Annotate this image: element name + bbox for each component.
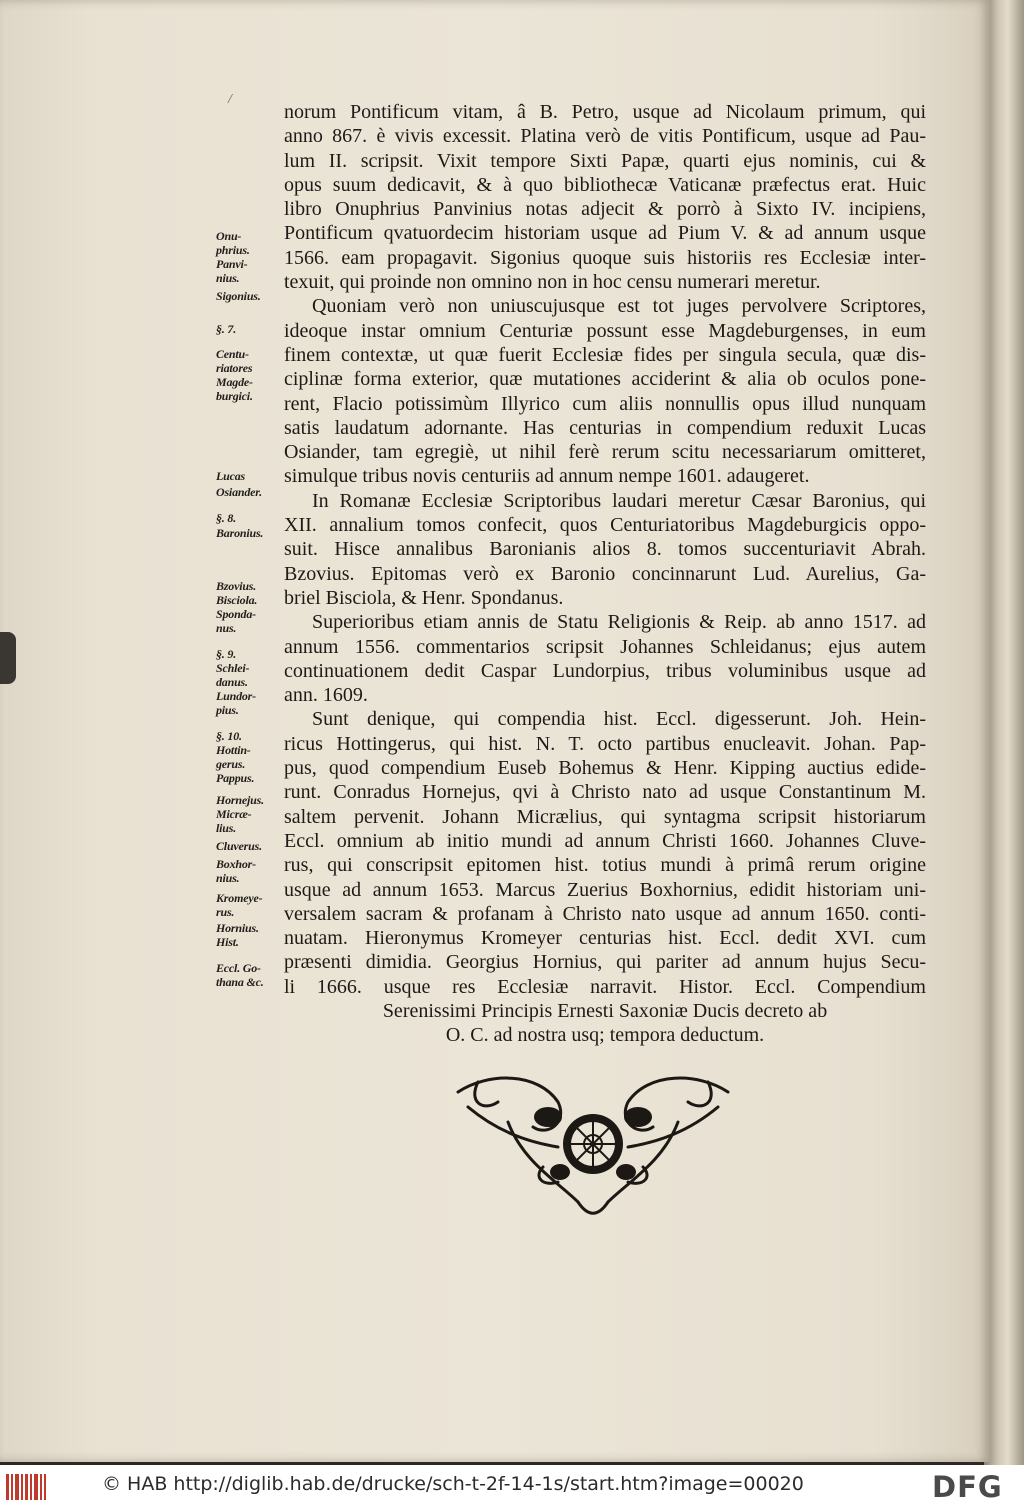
page-clip xyxy=(0,632,16,684)
text-line: versalem sacram & profanam à Christo nato usque ad annum 1650. conti- xyxy=(284,902,926,925)
text-line: Bzovius. Epitomas verò ex Baronio concinnarunt Lud. Aurelius, Ga- xyxy=(284,562,926,585)
margin-note: Osiander. xyxy=(216,485,262,499)
text-line: Superioribus etiam annis de Statu Religionis & Reip. ab anno 1517. ad xyxy=(312,611,926,634)
text-line: rent, Flacio potissimùm Illyrico cum aliis nonnullis opus illud nunquam xyxy=(284,392,926,415)
text-line: briel Bisciola, & Henr. Spondanus. xyxy=(284,586,564,609)
copyright-url[interactable]: © HAB http://diglib.hab.de/drucke/sch-t-2f-14-1s/start.htm?image=00020 xyxy=(102,1473,804,1495)
margin-note: Panvi- xyxy=(216,257,248,271)
text-line: ideoque instar omnium Centuriæ possunt esse Magdeburgenses, in eum xyxy=(284,319,926,342)
margin-note: Hist. xyxy=(216,935,239,949)
text-line: ricus Hottingerus, qui hist. N. T. octo partibus enucleavit. Johan. Pap- xyxy=(284,732,926,755)
text-line: li 1666. usque res Ecclesiæ narravit. Histor. Eccl. Compendium xyxy=(284,975,926,998)
margin-note: Bisciola. xyxy=(216,593,258,607)
text-line: nuatam. Hieronymus Kromeyer centurias hist. Eccl. dedit XVI. cum xyxy=(284,927,926,950)
text-line: saltem pervenit. Johann Micrælius, qui syntagma scripsit historiarum xyxy=(284,805,926,828)
margin-note: Hornejus. xyxy=(216,793,264,807)
margin-note: nus. xyxy=(216,621,237,635)
text-line: simulque tribus novis centuriis ad annum nempe 1601. adaugeret. xyxy=(284,465,810,488)
margin-note: gerus. xyxy=(216,757,246,771)
margin-note: nius. xyxy=(216,871,240,885)
margin-note: Pappus. xyxy=(216,771,255,785)
margin-note: §. 8. xyxy=(216,511,237,525)
text-line: Pontificum qvatuordecim historiam usque ad Pium V. & ad annum usque xyxy=(284,222,926,245)
next-page-edge xyxy=(984,0,1024,1465)
text-line: usque ad annum 1653. Marcus Zuerius Boxhornius, edidit historiam uni- xyxy=(284,878,926,901)
margin-note: Lundor- xyxy=(216,689,256,703)
margin-note: rus. xyxy=(216,905,235,919)
text-line: suit. Hisce annalibus Baronianis alios 8. tomos succenturiavit Abrah. xyxy=(284,538,926,561)
margin-note: pius. xyxy=(216,703,239,717)
margin-note: burgici. xyxy=(216,389,253,403)
margin-note: §. 9. xyxy=(216,647,237,661)
pencil-mark: / xyxy=(228,92,232,107)
text-line: præsenti dimidia. Georgius Hornius, qui pariter ad annum hujus Secu- xyxy=(284,951,926,974)
text-line: ann. 1609. xyxy=(284,684,368,707)
text-line: opus suum dedicavit, & à quo bibliothecæ Vaticanæ præfectus erat. Huic xyxy=(284,173,926,196)
text-line: In Romanæ Ecclesiæ Scriptoribus laudari meretur Cæsar Baronius, qui xyxy=(312,489,926,512)
text-line: Eccl. omnium ab initio mundi ad annum Christi 1660. Johannes Cluve- xyxy=(284,829,926,852)
margin-note: Hottin- xyxy=(216,743,251,757)
margin-note: Centu- xyxy=(216,347,249,361)
margin-note: Bzovius. xyxy=(216,579,257,593)
margin-note: §. 7. xyxy=(216,322,237,336)
dfg-logo: DFG xyxy=(932,1470,1003,1504)
margin-note: nius. xyxy=(216,271,240,285)
text-line: continuationem dedit Caspar Lundorpius, tribus voluminibus usque ad xyxy=(284,659,926,682)
margin-note: Baronius. xyxy=(216,526,264,540)
margin-note: Magde- xyxy=(216,375,253,389)
margin-note: Schlei- xyxy=(216,661,250,675)
text-line: Osiander, tam egregiè, ut nihil ferè rerum scitu necessariarum omitteret, xyxy=(284,441,926,464)
text-line: rus, qui conscripsit epitomen hist. totius mundi à primâ rerum origine xyxy=(284,854,926,877)
margin-note: Sponda- xyxy=(216,607,256,621)
text-line: XII. annalium tomos confecit, quos Centuriatoribus Magdeburgicis oppo- xyxy=(284,514,926,537)
margin-note: Cluverus. xyxy=(216,839,262,853)
text-line: annum 1556. commentarios scripsit Johannes Schleidanus; ejus autem xyxy=(284,635,926,658)
text-line: Sunt denique, qui compendia hist. Eccl. digesserunt. Joh. Hein- xyxy=(312,708,926,731)
margin-note: §. 10. xyxy=(216,729,242,743)
margin-note: Boxhor- xyxy=(216,857,256,871)
text-line: ciplinæ forma exterior, quæ mutationes acciderint & alia ob oculos pone- xyxy=(284,368,926,391)
footer-bar xyxy=(0,1465,1024,1508)
margin-note: thana &c. xyxy=(216,975,264,989)
text-line: 1566. eam propagavit. Sigonius quoque suis historiis res Ecclesiæ inter- xyxy=(284,246,926,269)
margin-note: lius. xyxy=(216,821,237,835)
margin-note: Hornius. xyxy=(216,921,259,935)
margin-note: danus. xyxy=(216,675,248,689)
barcode-icon xyxy=(6,1474,46,1500)
floral-vignette-ornament xyxy=(448,1072,738,1222)
text-line: lum II. scripsit. Vixit tempore Sixti Papæ, quarti ejus nominis, cui & xyxy=(284,149,926,172)
text-line: finem contextæ, ut quæ fuerit Ecclesiæ fides per singula secula, quæ dis- xyxy=(284,343,926,366)
text-line: texuit, qui proinde non omnino non in hoc censu numerari meretur. xyxy=(284,271,821,294)
text-line: libro Onuphrius Panvinius notas adjecit & porrò à Sixto IV. incipiens, xyxy=(284,198,926,221)
margin-note: Onu- xyxy=(216,229,242,243)
margin-note: Sigonius. xyxy=(216,289,261,303)
text-line: norum Pontificum vitam, â B. Petro, usque ad Nicolaum primum, qui xyxy=(284,101,926,123)
text-line: Serenissimi Principis Ernesti Saxoniæ Ducis decreto ab xyxy=(382,999,828,1022)
text-line: satis laudatum adornante. Has centurias in compendium reduxit Lucas xyxy=(284,416,926,439)
margin-note: Micræ- xyxy=(216,807,252,821)
text-line: pus, quod compendium Euseb Bohemus & Henr. Kipping auctius edide- xyxy=(284,757,926,780)
text-line: O. C. ad nostra usq; tempora deductum. xyxy=(445,1024,765,1047)
text-line: runt. Conradus Hornejus, qvi à Christo nato ad usque Constantinum M. xyxy=(284,781,926,804)
margin-note: Lucas xyxy=(216,469,246,483)
margin-note: Eccl. Go- xyxy=(216,961,261,975)
text-line: Quoniam verò non uniuscujusque est tot juges pervolvere Scriptores, xyxy=(312,295,926,318)
margin-note: Kromeye- xyxy=(216,891,263,905)
body-text xyxy=(284,100,926,1048)
margin-note: riatores xyxy=(216,361,253,375)
text-line: anno 867. è vivis excessit. Platina verò de vitis Pontificum, usque ad Pau- xyxy=(284,125,926,148)
margin-note: phrius. xyxy=(216,243,250,257)
